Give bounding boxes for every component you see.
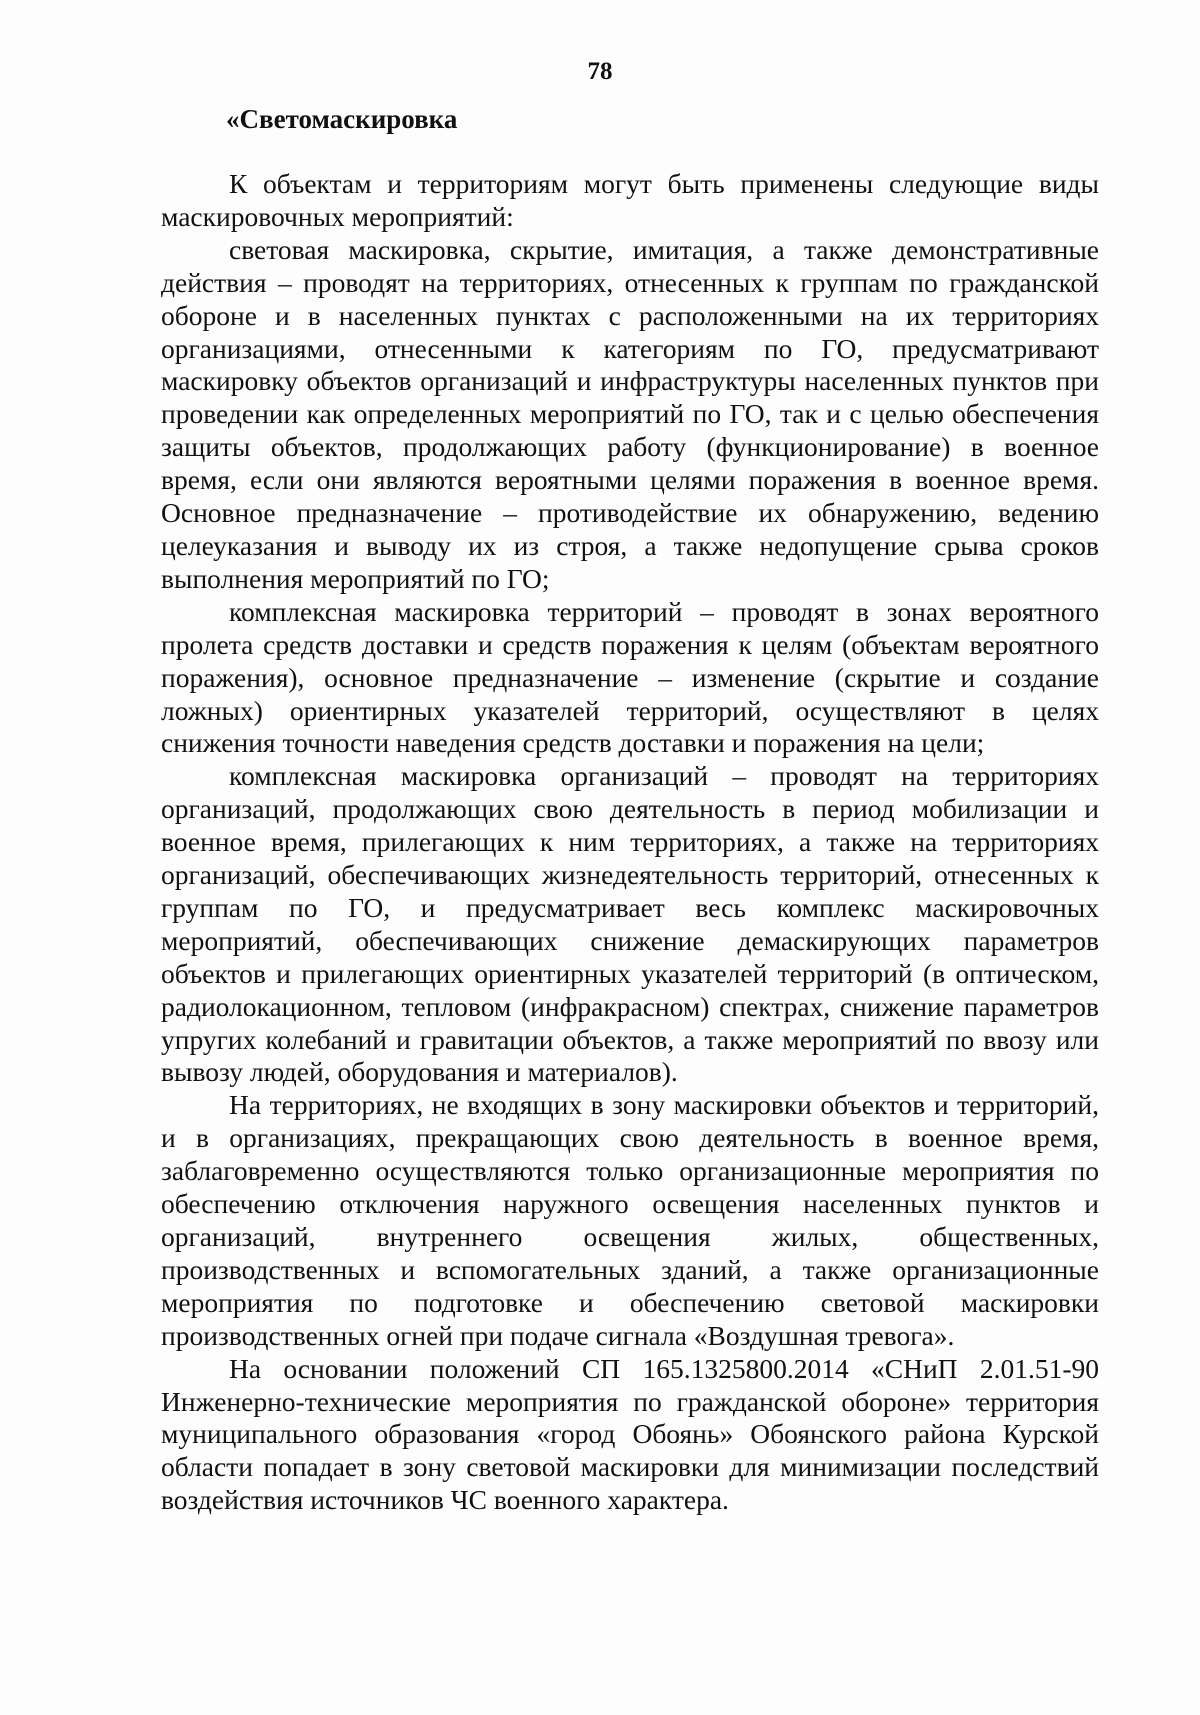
paragraph-non-masking-zones: На территориях, не входящих в зону маскировки объектов и территорий, и в организациях, прекращающих свою деятельность в военное время, заблаговременно осуществляются только организационные мероприятия по обеспечению отключения наружного освещения населенных пунктов и организаций, внутреннего освещения жилых, общественных, производственных и вспомогательных зданий, а также организационные мероприятия по подготовке и обеспечению световой маскировки производственных огней при подаче сигнала «Воздушная тревога». (161, 1089, 1099, 1351)
paragraph-light-masking: световая маскировка, скрытие, имитация, а также демонстративные действия – проводят на территориях, отнесенных к группам по гражданской обороне и в населенных пунктах с расположенными на их территориях организациями, отнесенными к категориям по ГО, предусматривают маскировку объектов организаций и инфраструктуры населенных пунктов при проведении как определенных мероприятий по ГО, так и с целью обеспечения защиты объектов, продолжающих работу (функционирование) в военное время, если они являются вероятными целями поражения в военное время. Основное предназначение – противодействие их обнаружению, ведению целеуказания и выводу их из строя, а также недопущение срыва сроков выполнения мероприятий по ГО; (161, 233, 1099, 594)
body-text (161, 168, 1099, 1517)
paragraph-territory-masking: комплексная маскировка территорий – проводят в зонах вероятного пролета средств доставки и средств поражения к целям (объектам вероятного поражения), основное предназначение – изменение (скрытие и создание ложных) ориентирных указателей территорий, осуществляют в целях снижения точности наведения средств доставки и поражения на цели; (161, 595, 1099, 759)
page-number: 78 (587, 58, 613, 85)
paragraph-intro: К объектам и территориям могут быть применены следующие виды маскировочных мероприятий: (161, 168, 1099, 232)
paragraph-organization-masking: комплексная маскировка организаций – проводят на территориях организаций, продолжающих свою деятельность в период мобилизации и военное время, прилегающих к ним территориях, а также на территориях организаций, обеспечивающих жизнедеятельность территорий, отнесенных к группам по ГО, и предусматривает весь комплекс маскировочных мероприятий, обеспечивающих снижение демаскирующих параметров объектов и прилегающих ориентирных указателей территорий (в оптическом, радиолокационном, тепловом (инфракрасном) спектрах, снижение параметров упругих колебаний и гравитации объектов, а также мероприятий по ввозу или вывозу людей, оборудования и материалов). (161, 760, 1099, 1088)
paragraph-conclusion: На основании положений СП 165.1325800.2014 «СНиП 2.01.51-90 Инженерно-технические мероприятия по гражданской обороне» территория муниципального образования «город Обоянь» Обоянского района Курской области попадает в зону световой маскировки для минимизации последствий воздействия источников ЧС военного характера. (161, 1352, 1099, 1516)
section-heading: «Светомаскировка (226, 104, 458, 134)
